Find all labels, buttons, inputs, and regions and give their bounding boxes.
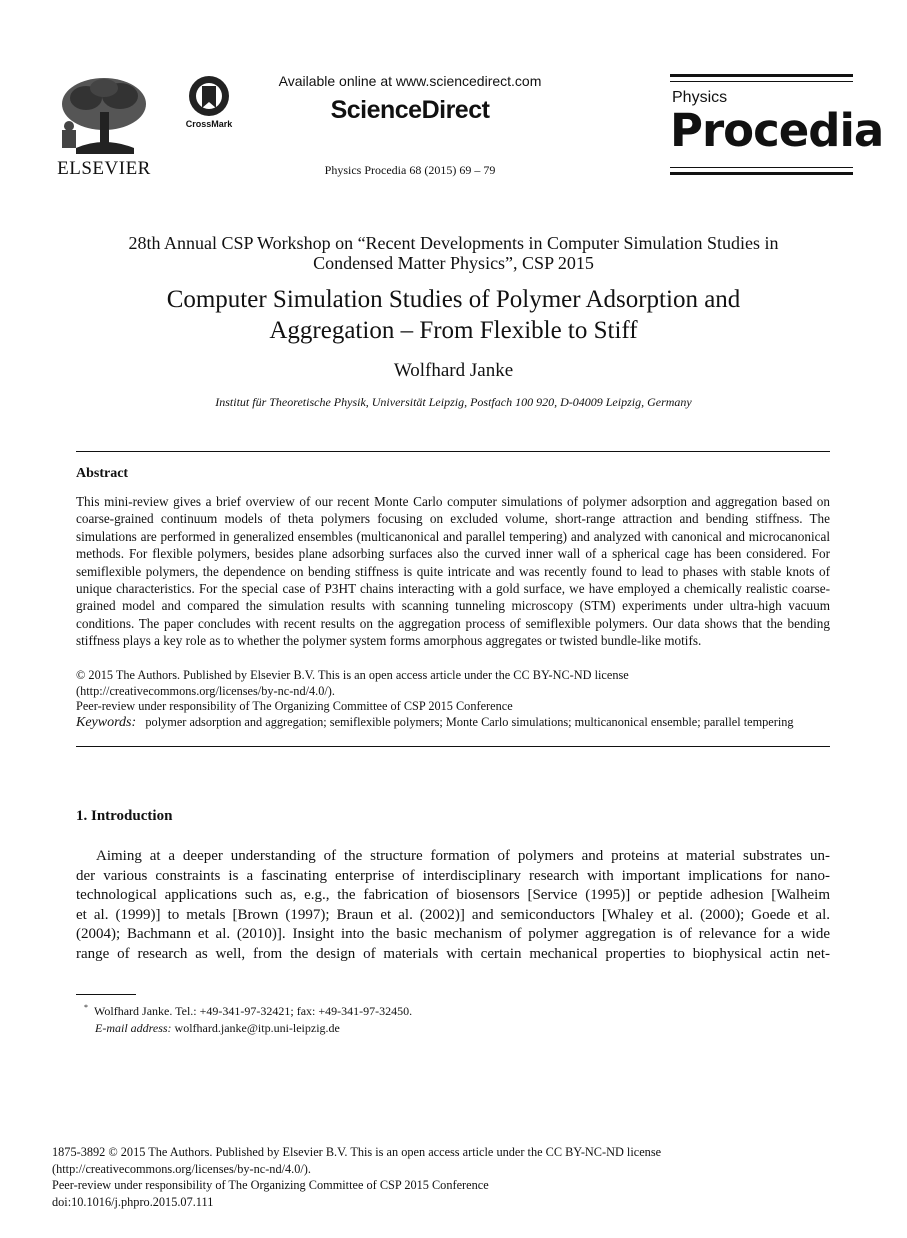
footnote — [84, 999, 824, 1037]
crossmark-badge[interactable] — [178, 74, 240, 134]
keywords — [76, 715, 830, 731]
conference-line-2: Condensed Matter Physics”, CSP 2015 — [313, 253, 594, 273]
intro-line-3: technological applications such as, e.g., the fabrication of biosensors [Service (1995)] or peptide adhesion [Walheim — [76, 887, 830, 904]
crossmark-icon — [178, 74, 240, 120]
bottom-license-link[interactable]: (http://creativecommons.org/licenses/by-nc-nd/4.0/). — [52, 1161, 311, 1176]
journal-logo-rule-bottom-thin — [670, 167, 853, 168]
abstract-text: This mini-review gives a brief overview of our recent Monte Carlo computer simulations of polymer adsorption and aggregation based on coarse-grained continuum models of theta polymers focusing on excluded volume, short-range attraction and bending stiffness. The simulations are performed in generalized ensembles (multicanonical and parallel tempering) and analyzed with canonical and microcanonical methods. For flexible polymers, besides plane adsorbing surfaces also the curved inner wall of a spherical cage has been considered. For semiflexible polymers, the dependence on bending stiffness is quite intricate and was recently found to lead to phases with stable knots of unique characteristics. For the special case of P3HT chains interacting with a gold surface, we have employed a chemically realistic coarse-grained model and compared the simulation results with scanning tunneling microscopy (STM) experiments under ultra-high vacuum conditions. The paper concludes with recent results on the aggregation process of semiflexible polymers. Our data shows that the bending stiffness plays a key role as to whether the polymer system forms amorphous aggregates or twisted bundle-like motifs. — [76, 494, 830, 649]
intro-line-5: (2004); Bachmann et al. (2010)]. Insight into the basic mechanism of polymer aggregation is of relevance for a wide — [76, 926, 830, 943]
footnote-email-label: E-mail address: — [95, 1021, 172, 1035]
crossmark-label: CrossMark — [185, 119, 233, 129]
title-line-2: Aggregation – From Flexible to Stiff — [269, 317, 638, 344]
available-online-link[interactable]: Available online at www.sciencedirect.com — [278, 73, 542, 89]
author-name: Wolfhard Janke — [393, 360, 514, 381]
intro-line-6: range of research as well, from the design of materials with certain mechanical properties to biophysical actin net- — [76, 945, 830, 962]
footnote-marker: * — [84, 1003, 88, 1012]
section-heading-introduction: 1. Introduction — [76, 808, 173, 824]
abstract-meta — [76, 668, 830, 730]
footnote-contact: Wolfhard Janke. Tel.: +49-341-97-32421; fax: +49-341-97-32450. — [94, 1004, 413, 1018]
journal-logo-rule-top — [670, 74, 853, 77]
license-link[interactable]: (http://creativecommons.org/licenses/by-nc-nd/4.0/). — [76, 683, 335, 698]
journal-name-small: Physics — [672, 89, 728, 106]
keywords-label: Keywords: — [76, 714, 137, 730]
abstract-bottom-rule — [76, 746, 830, 747]
bottom-peer-review: Peer-review under responsibility of The Organizing Committee of CSP 2015 Conference — [52, 1178, 489, 1192]
conference-line-1: 28th Annual CSP Workshop on “Recent Developments in Computer Simulation Studies in — [128, 233, 779, 253]
affiliation: Institut für Theoretische Physik, Universität Leipzig, Postfach 100 920, D-04009 Leipzig, Germany — [215, 395, 692, 409]
copyright-line: © 2015 The Authors. Published by Elsevier B.V. This is an open access article under the CC BY-NC-ND license — [76, 668, 629, 682]
introduction-body — [76, 847, 830, 965]
intro-line-2: der various constraints is a fascinating enterprise of interdisciplinary research with important implications for nano- — [76, 867, 830, 884]
intro-line-1: Aiming at a deeper understanding of the structure formation of polymers and proteins at material substrates un- — [96, 848, 830, 864]
doi-line[interactable]: doi:10.1016/j.phpro.2015.07.111 — [52, 1194, 214, 1209]
bottom-matter — [52, 1144, 852, 1210]
keywords-list: polymer adsorption and aggregation; semiflexible polymers; Monte Carlo simulations; multicanonical ensemble; parallel tempering — [145, 714, 794, 729]
footnote-email[interactable]: wolfhard.janke@itp.uni-leipzig.de — [174, 1021, 340, 1035]
journal-logo-rule-bottom — [670, 172, 853, 175]
footnote-contact-line — [84, 999, 824, 1020]
abstract-top-rule — [76, 451, 830, 452]
elsevier-tree-icon — [56, 74, 152, 156]
journal-logo-rule-top-thin — [670, 81, 853, 82]
issn-copyright-line: 1875-3892 © 2015 The Authors. Published by Elsevier B.V. This is an open access article under the CC BY-NC-ND license — [52, 1145, 662, 1159]
abstract-body — [76, 493, 830, 650]
journal-logo — [670, 74, 884, 178]
title-line-1: Computer Simulation Studies of Polymer Adsorption and — [166, 286, 741, 313]
footnote-rule — [76, 994, 136, 995]
footnote-email-line — [84, 1020, 824, 1037]
paper-title — [60, 284, 847, 346]
sciencedirect-logo: ScienceDirect — [330, 96, 490, 124]
elsevier-logo — [56, 74, 152, 178]
abstract-heading: Abstract — [76, 466, 129, 481]
peer-review-line: Peer-review under responsibility of The Organizing Committee of CSP 2015 Conference — [76, 699, 513, 714]
intro-line-4: et al. (1999)] to metals [Brown (1997); Braun et al. (2002)] and semiconductors [Whaley et al. (2000); Goede et al. — [76, 906, 830, 923]
conference-name — [60, 233, 847, 273]
publisher-name: ELSEVIER — [57, 158, 151, 179]
journal-reference: Physics Procedia 68 (2015) 69 – 79 — [324, 163, 496, 177]
journal-name-large: Procedia — [670, 104, 884, 157]
